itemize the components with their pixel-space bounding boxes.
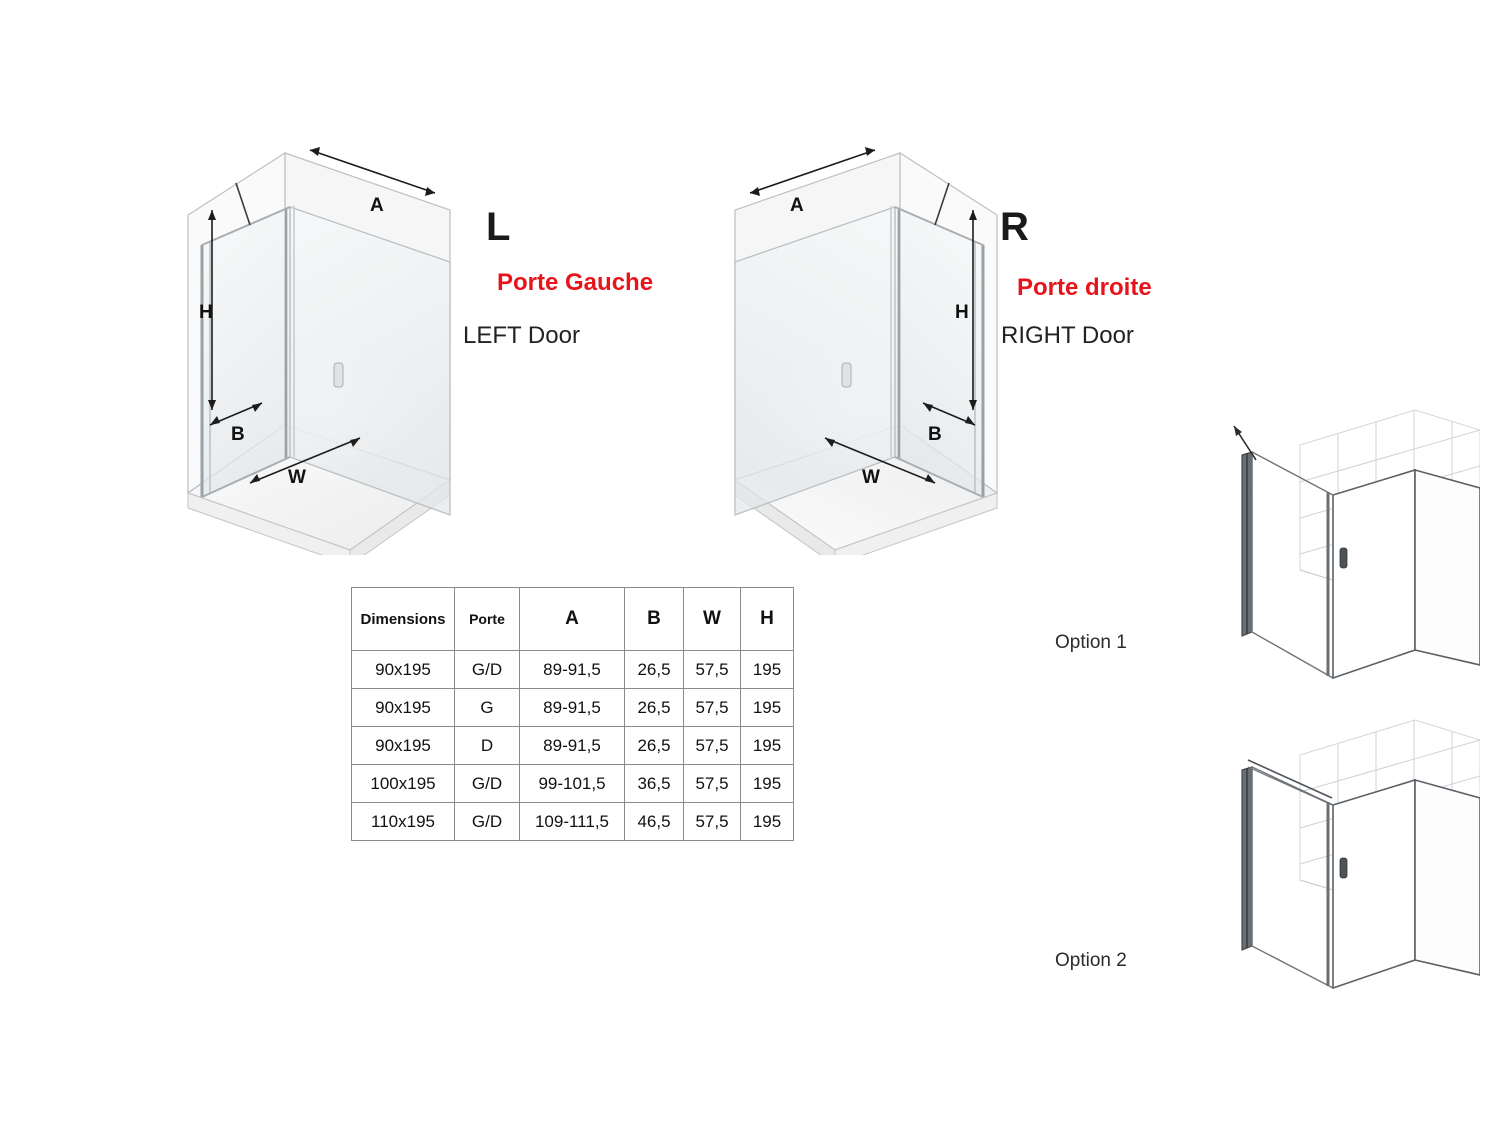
cell-h: 195 (741, 803, 794, 841)
table-row (352, 765, 794, 803)
cell-h: 195 (741, 689, 794, 727)
cell-porte: G/D (455, 651, 520, 689)
cell-w: 57,5 (684, 651, 741, 689)
cell-w: 57,5 (684, 689, 741, 727)
cell-dimensions: 100x195 (352, 765, 455, 803)
table-row (352, 803, 794, 841)
table-row (352, 689, 794, 727)
right-dim-w: W (862, 467, 880, 488)
cell-a: 89-91,5 (520, 689, 625, 727)
cell-h: 195 (741, 727, 794, 765)
cell-porte: D (455, 727, 520, 765)
right-door-label-fr: Porte droite (1017, 274, 1152, 301)
cell-w: 57,5 (684, 803, 741, 841)
left-dim-b: B (231, 424, 245, 445)
option-2-label: Option 2 (1055, 950, 1127, 971)
right-dim-a: A (790, 195, 804, 216)
header-b: B (625, 588, 684, 651)
left-dim-w: W (288, 467, 306, 488)
header-a: A (520, 588, 625, 651)
left-door-label-en: LEFT Door (463, 322, 580, 349)
cell-dimensions: 90x195 (352, 727, 455, 765)
header-h: H (741, 588, 794, 651)
cell-w: 57,5 (684, 727, 741, 765)
right-dim-b: B (928, 424, 942, 445)
cell-dimensions: 90x195 (352, 651, 455, 689)
cell-porte: G/D (455, 765, 520, 803)
header-w: W (684, 588, 741, 651)
cell-h: 195 (741, 765, 794, 803)
cell-a: 109-111,5 (520, 803, 625, 841)
table-row (352, 727, 794, 765)
right-door-isometric-drawing (665, 95, 1035, 555)
left-dim-a: A (370, 195, 384, 216)
cell-porte: G (455, 689, 520, 727)
cell-h: 195 (741, 651, 794, 689)
cell-dimensions: 90x195 (352, 689, 455, 727)
dimensions-table (351, 587, 794, 841)
table-row (352, 651, 794, 689)
cell-porte: G/D (455, 803, 520, 841)
cell-a: 89-91,5 (520, 727, 625, 765)
option-1-label: Option 1 (1055, 632, 1127, 653)
option-2-drawing (1190, 710, 1480, 1000)
cell-w: 57,5 (684, 765, 741, 803)
cell-b: 26,5 (625, 727, 684, 765)
cell-dimensions: 110x195 (352, 803, 455, 841)
left-dim-h: H (199, 302, 213, 323)
cell-b: 26,5 (625, 689, 684, 727)
table-header-row (352, 588, 794, 651)
cell-b: 36,5 (625, 765, 684, 803)
cell-a: 89-91,5 (520, 651, 625, 689)
cell-b: 46,5 (625, 803, 684, 841)
header-porte: Porte (455, 588, 520, 651)
header-dimensions: Dimensions (352, 588, 455, 651)
cell-b: 26,5 (625, 651, 684, 689)
cell-a: 99-101,5 (520, 765, 625, 803)
option-1-drawing (1190, 400, 1480, 690)
right-door-letter: R (1000, 205, 1029, 249)
left-door-letter: L (486, 205, 511, 249)
left-door-label-fr: Porte Gauche (497, 269, 654, 296)
right-door-label-en: RIGHT Door (1001, 322, 1134, 349)
right-dim-h: H (955, 302, 969, 323)
